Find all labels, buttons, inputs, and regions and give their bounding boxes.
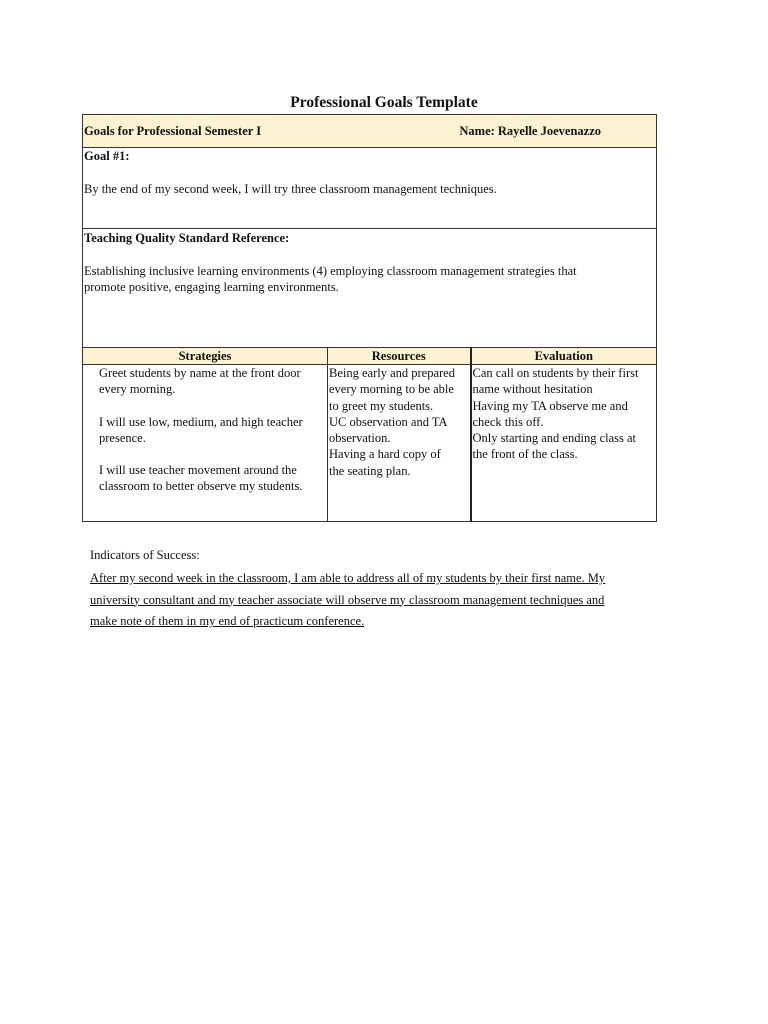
reference-label: Teaching Quality Standard Reference: (84, 231, 290, 245)
strategy-item: I will use teacher movement around the classroom to better observe my students. (99, 463, 303, 494)
evaluation-cell (471, 365, 657, 522)
resource-line: to greet my students. (329, 398, 434, 413)
resource-line: Having a hard copy of (329, 447, 441, 462)
indicators-label: Indicators of Success: (90, 548, 200, 562)
page-title: Professional Goals Template (290, 94, 478, 111)
reference-line-1: Establishing inclusive learning environments (4) employing classroom management strategies that (84, 263, 577, 278)
evaluation-line: Having my TA observe me and (472, 398, 628, 413)
strategy-item: Greet students by name at the front door every morning. (99, 366, 301, 397)
goal-section (83, 148, 657, 229)
strategy-item: I will use low, medium, and high teacher presence. (99, 414, 303, 445)
evaluation-line: Can call on students by their first (472, 366, 639, 380)
strategies-header: Strategies (83, 348, 328, 365)
evaluation-line: the front of the class. (472, 447, 578, 462)
evaluation-line: check this off. (472, 414, 544, 429)
evaluation-line: name without hesitation (472, 382, 593, 397)
strategies-cell (83, 365, 328, 522)
indicators-line-1: After my second week in the classroom, I am able to address all of my students by their first name. My (90, 571, 606, 585)
student-name: Name: Rayelle Joevenazzo (459, 123, 601, 138)
evaluation-line: Only starting and ending class at (472, 431, 637, 446)
goal-text: By the end of my second week, I will try three classroom management techniques. (84, 181, 497, 196)
indicators-line-2: university consultant and my teacher associate will observe my classroom management techniques and (90, 592, 605, 607)
resources-header: Resources (328, 348, 471, 365)
reference-line-2: promote positive, engaging learning environments. (84, 280, 339, 294)
goals-for-label: Goals for Professional Semester I (84, 123, 262, 138)
indicators-line-3: make note of them in my end of practicum conference. (90, 614, 365, 628)
resource-line: observation. (329, 431, 391, 446)
indicators-section (90, 546, 668, 633)
resource-line: the seating plan. (329, 463, 411, 478)
header-row (83, 115, 657, 148)
goal-label: Goal #1: (84, 149, 130, 163)
resources-cell (328, 365, 471, 522)
resource-line: UC observation and TA (329, 414, 448, 429)
goals-table (82, 114, 657, 522)
resource-line: Being early and prepared (329, 366, 455, 380)
evaluation-header: Evaluation (471, 348, 657, 365)
reference-section (83, 229, 657, 348)
resource-line: every morning to be able (329, 382, 454, 397)
